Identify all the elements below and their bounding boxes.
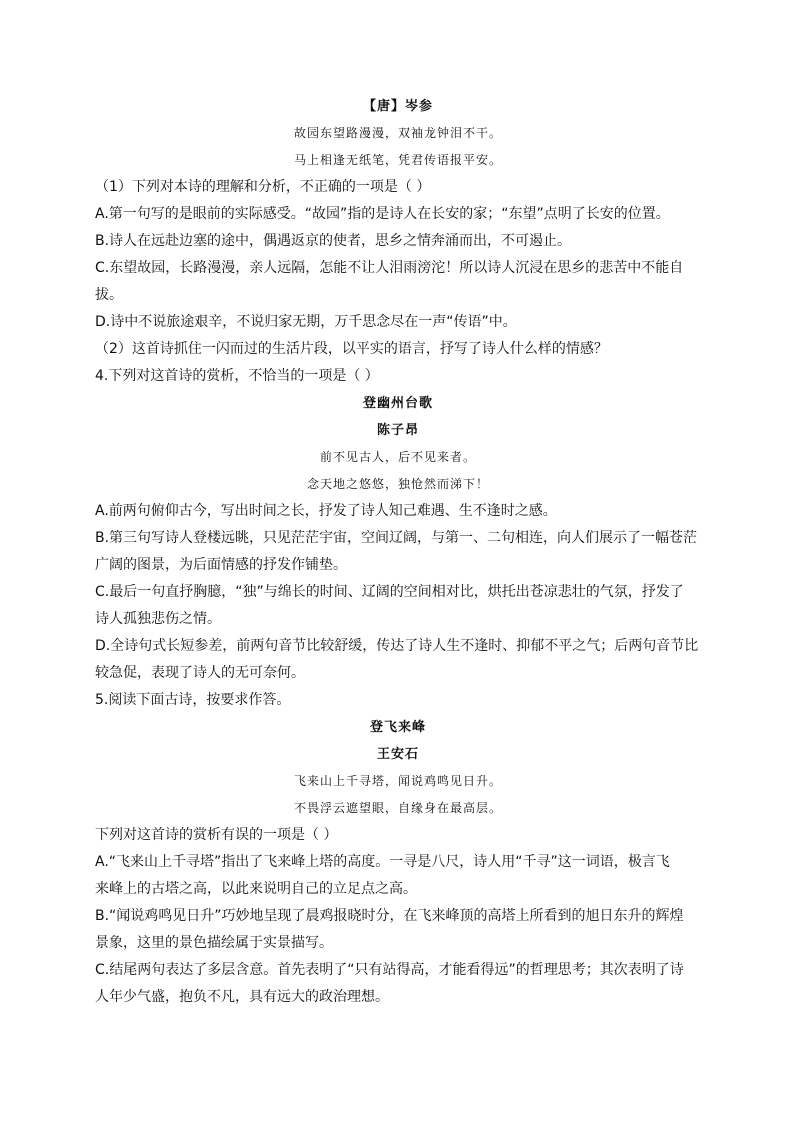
q4-option-b-line1: B.第三句写诗人登楼远眺，只见茫茫宇宙，空间辽阔，与第一、二句相连，向人们展示了一幅苍茫 xyxy=(95,530,698,546)
q5-option-b-line1: B.“闻说鸡鸣见日升”巧妙地呈现了晨鸡报晓时分，在飞来峰顶的高塔上所看到的旭日东升的辉煌 xyxy=(95,908,684,924)
q5-option-b-line2: 景象，这里的景色描绘属于实景描写。 xyxy=(95,935,333,951)
q5-poem-title: 登飞来峰 xyxy=(369,720,426,735)
q1-option-c-line1: C.东望故园，长路漫漫，亲人远隔，怎能不让人泪雨滂沱！所以诗人沉浸在思乡的悲苦中不能自 xyxy=(95,260,684,276)
poem1-line-1: 故园东望路漫漫，双袖龙钟泪不干。 xyxy=(293,126,502,140)
q4-option-d-line2: 较急促，表现了诗人的无可奈何。 xyxy=(95,665,305,681)
document-content xyxy=(95,93,701,1011)
q4-option-b-line2: 广阔的图景，为后面情感的抒发作铺垫。 xyxy=(95,557,347,573)
q4-option-a: A.前两句俯仰古今，写出时间之长，抒发了诗人知己难遇、生不逢时之感。 xyxy=(95,503,557,519)
q1-prompt: （1）下列对本诗的理解和分析，不正确的一项是（ ） xyxy=(95,179,431,195)
q4-poem-line-2: 念天地之悠悠，独怆然而涕下！ xyxy=(306,477,489,491)
q4-option-d-line1: D.全诗句式长短参差，前两句音节比较舒缓，传达了诗人生不逢时、抑郁不平之气；后两句音节比 xyxy=(95,638,699,654)
q1-option-a: A.第一句写的是眼前的实际感受。“故园”指的是诗人在长安的家；“东望”点明了长安的位置。 xyxy=(95,206,670,222)
q5-option-c-line1: C.结尾两句表达了多层含意。首先表明了“只有站得高，才能看得远”的哲理思考；其次表明了诗 xyxy=(95,962,684,978)
q4-option-c-line2: 诗人孤独悲伤之情。 xyxy=(95,611,221,627)
q4-poem-author: 陈子昂 xyxy=(376,423,419,438)
q5-option-a-line1: A.“飞来山上千寻塔”指出了飞来峰上塔的高度。一寻是八尺，诗人用“千寻”这一词语，极言飞 xyxy=(95,854,670,870)
q1-option-c-line2: 拔。 xyxy=(95,287,123,303)
q5-poem-line-2: 不畏浮云遮望眼，自缘身在最高层。 xyxy=(293,801,502,815)
q4-poem-title: 登幽州台歌 xyxy=(362,396,433,411)
q4-poem-line-1: 前不见古人，后不见来者。 xyxy=(319,450,476,464)
q1-option-b: B.诗人在远赴边塞的途中，偶遇返京的使者，思乡之情奔涌而出，不可遏止。 xyxy=(95,233,572,249)
poem1-line-2: 马上相逢无纸笔，凭君传语报平安。 xyxy=(293,153,502,167)
q5-option-a-line2: 来峰上的古塔之高，以此来说明自己的立足点之高。 xyxy=(95,881,417,897)
q5-prompt: 5.阅读下面古诗，按要求作答。 xyxy=(95,692,291,708)
q4-prompt: 4.下列对这首诗的赏析，不恰当的一项是（ ） xyxy=(95,368,379,384)
poem1-header: 【唐】岑参 xyxy=(362,99,433,114)
q1-option-d: D.诗中不说旅途艰辛，不说归家无期，万千思念尽在一声“传语”中。 xyxy=(95,314,517,330)
q5-option-c-line2: 人年少气盛，抱负不凡，具有远大的政治理想。 xyxy=(95,989,389,1005)
q2-prompt: （2）这首诗抓住一闪而过的生活片段，以平实的语言，抒写了诗人什么样的情感？ xyxy=(95,341,608,357)
q5-sub-prompt: 下列对这首诗的赏析有误的一项是（ ） xyxy=(95,827,338,843)
q5-poem-author: 王安石 xyxy=(376,747,419,762)
q5-poem-line-1: 飞来山上千寻塔，闻说鸡鸣见日升。 xyxy=(293,774,502,788)
q4-option-c-line1: C.最后一句直抒胸臆，“独”与绵长的时间、辽阔的空间相对比，烘托出苍凉悲壮的气氛，抒发了 xyxy=(95,584,684,600)
